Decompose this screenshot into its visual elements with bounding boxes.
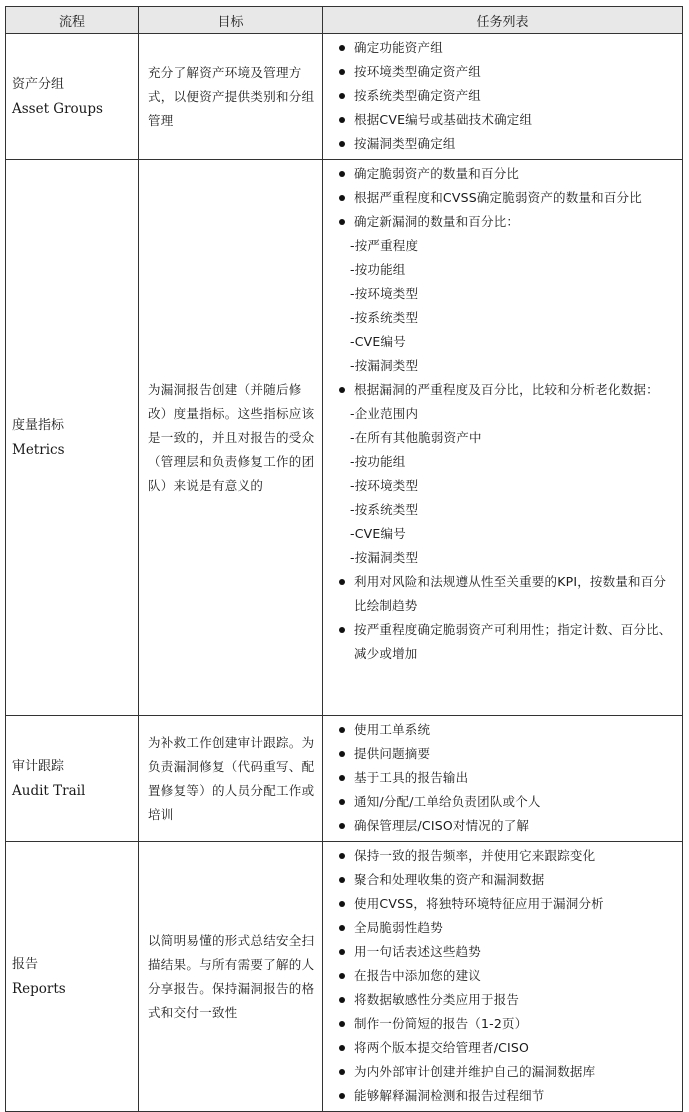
header-tasks: 任务列表 [323,7,683,34]
process-name-en: Audit Trail [12,782,86,799]
table-row [6,842,683,1112]
task-item: 聚合和处理收集的资产和漏洞数据 [335,868,676,892]
task-subitem: -在所有其他脆弱资产中 [350,430,482,445]
task-item: 基于工具的报告输出 [335,766,676,790]
task-subitem: -按漏洞类型 [350,358,419,373]
process-cell [6,716,139,842]
task-item: 按系统类型确定资产组 [335,84,676,108]
goal-cell: 以简明易懂的形式总结安全扫描结果。与所有需要了解的人分享报告。保持漏洞报告的格式和交付一致性 [139,842,323,1112]
table-row [6,34,683,160]
task-item: 使用CVSS，将独特环境特征应用于漏洞分析 [335,892,676,916]
task-item: 根据CVE编号或基础技术确定组 [335,108,676,132]
task-item: 按严重程度确定脆弱资产可利用性；指定计数、百分比、减少或增加 [335,618,676,666]
task-item: 利用对风险和法规遵从性至关重要的KPI，按数量和百分比绘制趋势 [335,570,676,618]
task-item: 按环境类型确定资产组 [335,60,676,84]
process-cell [6,160,139,716]
task-item: 使用工单系统 [335,718,676,742]
task-item: 按漏洞类型确定组 [335,132,676,156]
goal-cell: 为补救工作创建审计跟踪。为负责漏洞修复（代码重写、配置修复等）的人员分配工作或培训 [139,716,323,842]
task-subitem: -企业范围内 [350,406,419,421]
task-subitem: -按严重程度 [350,238,419,253]
task-item: 提供问题摘要 [335,742,676,766]
task-list [335,162,676,666]
task-subitem: -按功能组 [350,454,406,469]
task-item: 根据漏洞的严重程度及百分比，比较和分析老化数据： [335,378,676,402]
process-cell [6,842,139,1112]
process-name-zh: 审计跟踪 [12,758,65,774]
task-list [335,718,676,838]
task-subitem: -按功能组 [350,262,406,277]
task-item: 保持一致的报告频率，并使用它来跟踪变化 [335,844,676,868]
table-row [6,160,683,716]
process-cell [6,34,139,160]
header-goal: 目标 [139,7,323,34]
task-item: 通知/分配/工单给负责团队或个人 [335,790,676,814]
task-subitem: -按环境类型 [350,478,419,493]
goal-cell: 为漏洞报告创建（并随后修改）度量指标。这些指标应该是一致的，并且对报告的受众（管理层和负责修复工作的团队）来说是有意义的 [139,160,323,716]
task-item: 将两个版本提交给管理者/CISO [335,1036,676,1060]
task-list [335,36,676,156]
tasks-cell [323,34,683,160]
task-subitem: -按漏洞类型 [350,550,419,565]
header-row [6,7,683,34]
task-subitem: -CVE编号 [350,526,406,541]
task-subitem: -按环境类型 [350,286,419,301]
task-item: 能够解释漏洞检测和报告过程细节 [335,1084,676,1108]
task-item: 确保管理层/CISO对情况的了解 [335,814,676,838]
tasks-cell [323,160,683,716]
header-process: 流程 [6,7,139,34]
task-item: 根据严重程度和CVSS确定脆弱资产的数量和百分比 [335,186,676,210]
task-subitem: -CVE编号 [350,334,406,349]
process-name-zh: 报告 [12,956,39,972]
table-row [6,716,683,842]
task-subitem: -按系统类型 [350,502,419,517]
task-item: 确定脆弱资产的数量和百分比 [335,162,676,186]
process-name-en: Asset Groups [12,100,103,117]
process-name-zh: 度量指标 [12,417,65,433]
task-item: 将数据敏感性分类应用于报告 [335,988,676,1012]
process-name-en: Reports [12,980,66,997]
table-body [6,34,683,1112]
process-name-en: Metrics [12,441,65,458]
tasks-cell [323,716,683,842]
task-item: 制作一份简短的报告（1-2页） [335,1012,676,1036]
task-item: 用一句话表述这些趋势 [335,940,676,964]
process-name-zh: 资产分组 [12,76,65,92]
tasks-cell [323,842,683,1112]
task-item: 确定新漏洞的数量和百分比： [335,210,676,234]
task-item: 确定功能资产组 [335,36,676,60]
task-item: 全局脆弱性趋势 [335,916,676,940]
task-item: 在报告中添加您的建议 [335,964,676,988]
task-subitem: -按系统类型 [350,310,419,325]
task-list [335,844,676,1108]
task-item: 为内外部审计创建并维护自己的漏洞数据库 [335,1060,676,1084]
vulnerability-process-table [5,6,683,1112]
goal-cell: 充分了解资产环境及管理方式，以便资产提供类别和分组管理 [139,34,323,160]
